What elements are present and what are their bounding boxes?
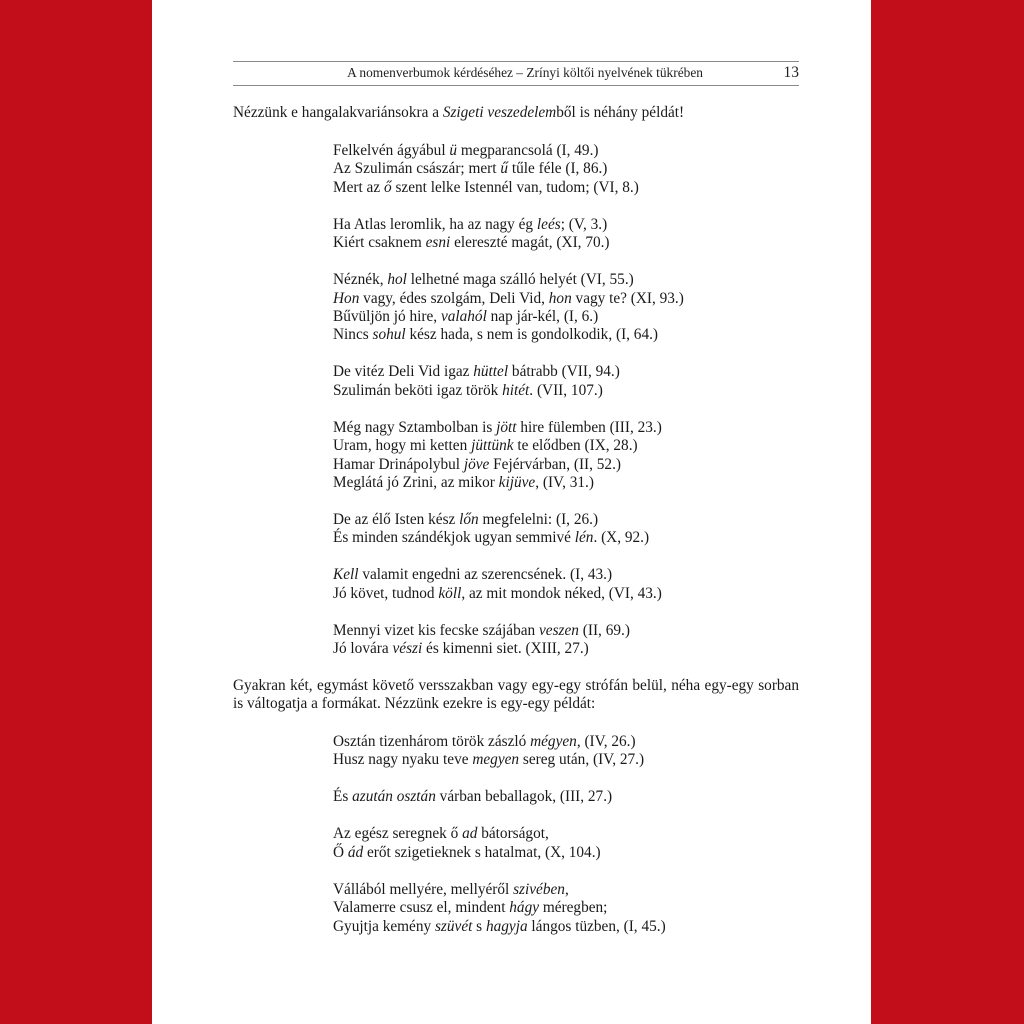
verse-line (333, 456, 793, 474)
text-run: Hamar Drinápolybul (333, 455, 464, 473)
italic-term: jött (496, 418, 517, 436)
text-run: megfelelni: (I, 26.) (478, 511, 599, 529)
verse-line (333, 290, 793, 308)
text-run: várban beballagok, (III, 27.) (435, 788, 613, 806)
text-run: Szulimán beköti igaz török (333, 381, 503, 399)
text-run: És (333, 788, 353, 806)
italic-term: hágy (509, 899, 540, 917)
text-run: elereszté magát, (XI, 70.) (450, 234, 610, 252)
text-run: Ő (333, 843, 348, 861)
italic-term: hon (548, 289, 572, 307)
italic-term: köll (438, 584, 462, 602)
text-run: Még nagy Sztambolban is (333, 418, 497, 436)
verse-line (333, 363, 793, 381)
italic-term: kijüve (498, 474, 536, 492)
text-run: Gyujtja kemény (333, 917, 435, 935)
italic-term: Szigeti veszedelem (442, 104, 557, 121)
text-run: Osztán tizenhárom török zászló (333, 733, 531, 750)
verse-stanza (333, 142, 793, 197)
verse-line (333, 844, 793, 862)
left-red-border (0, 0, 152, 1024)
italic-term: Hon (333, 289, 360, 307)
text-run: ; (V, 3.) (560, 215, 608, 233)
text-run: tűle féle (I, 86.) (508, 160, 608, 178)
italic-term: ü (449, 142, 458, 159)
text-run: Mert az (333, 178, 384, 196)
italic-term: leés (536, 215, 561, 233)
italic-term: jöve (463, 455, 490, 473)
verse-line (333, 899, 793, 917)
verse-line (333, 881, 793, 899)
italic-term: Kell (333, 566, 359, 584)
verse-line (333, 326, 793, 344)
text-run: Valamerre csusz el, mindent (333, 899, 510, 917)
text-run: erőt szigetieknek s hatalmat, (X, 104.) (363, 843, 601, 861)
italic-term: ű (500, 160, 509, 178)
text-run: kész hada, s nem is gondolkodik, (I, 64.) (405, 326, 659, 344)
verse-line (333, 142, 793, 160)
text-run: ből is néhány példát! (556, 104, 685, 121)
text-run: Husz nagy nyaku teve (333, 751, 473, 769)
text-run: valamit engedni az szerencsének. (I, 43.) (358, 566, 613, 584)
text-run: hire fülemben (III, 23.) (516, 418, 662, 436)
italic-term: megyen (472, 751, 520, 769)
italic-term: lőn (459, 511, 479, 529)
verse-stanza (333, 881, 793, 936)
verse-line (333, 160, 793, 178)
verse-line (333, 271, 793, 289)
verse-line (333, 308, 793, 326)
verse-line (333, 825, 793, 843)
text-run: Az egész seregnek ő (333, 825, 463, 843)
italic-term: vészi (392, 640, 423, 658)
verse-line (333, 788, 793, 806)
verse-line (333, 419, 793, 437)
italic-term: hol (387, 271, 407, 289)
verse-line (333, 474, 793, 492)
text-run: , (IV, 31.) (535, 474, 594, 492)
text-run: Meglátá jó Zrini, az mikor (333, 474, 499, 492)
text-run: szent lelke Istennél van, tudom; (VI, 8.) (391, 178, 639, 196)
verse-line (333, 179, 793, 197)
italic-term: lén (574, 529, 594, 547)
text-run: Jó követ, tudnod (333, 584, 439, 602)
verse-line (333, 529, 793, 547)
verse-line (333, 751, 793, 769)
italic-term: ád (347, 843, 364, 861)
italic-term: jüttünk (471, 437, 514, 455)
text-run: Nézzünk e hangalakvariánsokra a (233, 104, 443, 121)
verse-stanza (333, 733, 793, 770)
italic-term: ő (383, 178, 392, 196)
verse-line (333, 437, 793, 455)
italic-term: azután osztán (352, 788, 436, 806)
text-run: Felkelvén ágyábul (333, 142, 450, 159)
page-number: 13 (783, 64, 799, 81)
italic-term: veszen (539, 621, 579, 639)
verse-stanza (333, 511, 793, 548)
verse-stanza (333, 788, 793, 806)
verse-examples-block-1 (333, 142, 793, 677)
text-run: (II, 69.) (578, 621, 630, 639)
text-run: Néznék, (333, 271, 388, 289)
text-run: És minden szándékjok ugyan semmivé (333, 529, 575, 547)
text-run: , (IV, 26.) (576, 733, 636, 750)
text-run: sereg után, (IV, 27.) (519, 751, 645, 769)
text-run: lelhetné maga szálló helyét (VI, 55.) (406, 271, 634, 289)
text-run: , (564, 880, 569, 898)
intro-paragraph (233, 104, 799, 122)
right-red-border (871, 0, 1024, 1024)
text-run: bátrabb (VII, 94.) (508, 363, 620, 381)
text-run: nap jár-kél, (I, 6.) (486, 308, 599, 326)
header-top-rule (233, 61, 799, 62)
text-run: lángos tüzben, (I, 45.) (527, 917, 666, 935)
text-run: te elődben (IX, 28.) (513, 437, 638, 455)
verse-line (333, 566, 793, 584)
text-run: Uram, hogy mi ketten (333, 437, 472, 455)
italic-term: hagyja (485, 917, 528, 935)
verse-stanza (333, 271, 793, 345)
text-run: vagy te? (XI, 93.) (571, 289, 684, 307)
running-head: A nomenverbumok kérdéséhez – Zrínyi költői nyelvének tükrében (347, 65, 703, 80)
italic-term: szüvét (434, 917, 473, 935)
verse-examples-block-2 (333, 733, 793, 955)
text-run: Kiért csaknem (333, 234, 426, 252)
italic-term: mégyen (530, 733, 577, 750)
text-run: vagy, édes szolgám, Deli Vid, (359, 289, 549, 307)
text-run: De vitéz Deli Vid igaz (333, 363, 474, 381)
text-run: méregben; (539, 899, 608, 917)
verse-stanza (333, 622, 793, 659)
verse-line (333, 585, 793, 603)
verse-line (333, 234, 793, 252)
text-run: . (VII, 107.) (529, 381, 603, 399)
verse-line (333, 511, 793, 529)
text-run: De az élő Isten kész (333, 511, 460, 529)
verse-stanza (333, 363, 793, 400)
text-run: . (X, 92.) (593, 529, 650, 547)
text-run: és kimenni siet. (XIII, 27.) (422, 640, 589, 658)
text-run: bátorságot, (477, 825, 549, 843)
header-bottom-rule (233, 85, 799, 86)
text-run: Az Szulimán császár; mert (333, 160, 501, 178)
verse-line (333, 622, 793, 640)
verse-line (333, 918, 793, 936)
text-run: megparancsolá (I, 49.) (457, 142, 599, 159)
verse-stanza (333, 825, 793, 862)
italic-term: valahól (440, 308, 487, 326)
italic-term: esni (425, 234, 451, 252)
verse-stanza (333, 566, 793, 603)
text-run: Fejérvárban, (II, 52.) (489, 455, 621, 473)
text-run: Jó lovára (333, 640, 393, 658)
text-run: s (472, 917, 486, 935)
italic-term: hitét (502, 381, 530, 399)
italic-term: hüttel (473, 363, 509, 381)
verse-stanza (333, 419, 793, 493)
verse-line (333, 640, 793, 658)
second-paragraph: Gyakran két, egymást követő versszakban vagy egy-egy strófán belül, néha egy-egy sorban is váltogatja a formákat. Nézzünk ezekre is egy-egy példát: (233, 677, 799, 713)
italic-term: ad (462, 825, 478, 843)
text-run: Vállából mellyére, mellyéről (333, 880, 514, 898)
italic-term: sohul (372, 326, 406, 344)
verse-line (333, 216, 793, 234)
text-run: Ha Atlas leromlik, ha az nagy ég (333, 215, 537, 233)
text-run: Nincs (333, 326, 373, 344)
verse-stanza (333, 216, 793, 253)
text-run: , az mit mondok néked, (VI, 43.) (461, 584, 662, 602)
italic-term: szivében (513, 880, 565, 898)
verse-line (333, 733, 793, 751)
text-run: Bűvüljön jó hire, (333, 308, 441, 326)
text-run: Mennyi vizet kis fecske szájában (333, 621, 540, 639)
verse-line (333, 382, 793, 400)
